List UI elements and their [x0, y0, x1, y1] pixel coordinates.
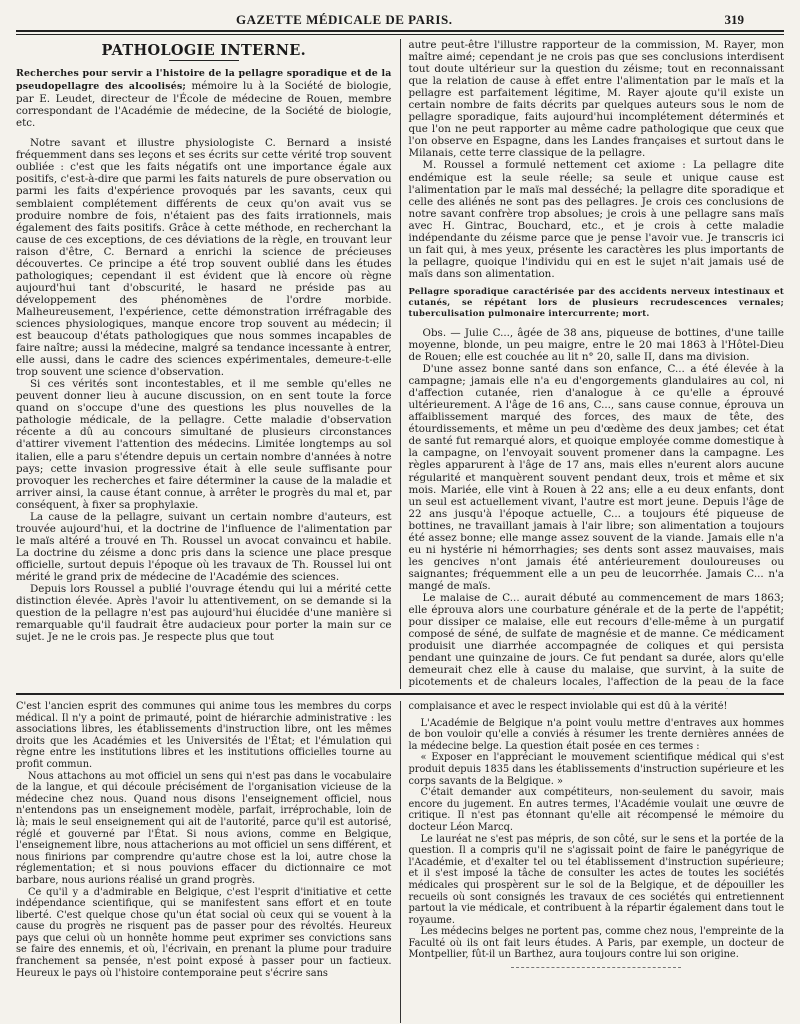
- left-column: [16, 39, 401, 689]
- right-column: [401, 39, 785, 689]
- feuilleton-divider: [16, 693, 784, 695]
- running-header: [16, 6, 784, 28]
- paragraph: C'est l'ancien esprit des communes qui anime tous les membres du corps médical. Il n'y a point de primauté, point de hiérarchie administrative : les associations libres, les établissements d'instruction libre, ont les mêmes droits que les Académies et les Universités de l'État; et l'émulation qui règne entre les institutions libres et les institutions officielles tourne au profit commun.: [16, 701, 392, 770]
- article-heading-rest: mémoire lu à la Société de biologie, par E. Leudet, directeur de l'École de médecine de Rouen, membre correspondant de l'Académie de médecine, de la Société de biologie, etc.: [16, 80, 392, 130]
- paragraph: « Exposer en l'appréciant le mouvement scientifique médical qui s'est produit depuis 1835 dans les établissements d'instruction supérieure et les corps savants de la Belgique. »: [408, 752, 784, 787]
- paragraph: complaisance et avec le respect inviolable qui est dû à la vérité!: [408, 701, 728, 712]
- paragraph: Le lauréat ne s'est pas mépris, de son côté, sur le sens et la portée de la question. Il a compris qu'il ne s'agissait point de faire le panégyrique de l'Académie, et d'exalter tel ou tel établissement d'instruction supérieure; et il s'est imposé la tâche de consulter les actes de toutes les sociétés médicales qui prospèrent sur le sol de la Belgique, et de dépouiller les recueils où sont consignés les travaux de ces sociétés qui entretiennent partout la vie médicale, et contribuent à la répartir également dans tout le royaume.: [408, 833, 784, 926]
- paragraph: Nous attachons au mot officiel un sens qui n'est pas dans le vocabulaire de la langue, et qui découle précisément de l'organisation vicieuse de la médecine chez nous. Quand nous disons l'enseignement officiel, nous n'entendons pas un enseignement modèle, parfait, irréprochable, loin de là; mais le seul enseignement qui ait de l'autorité, parce qu'il est autorisé, réglé et gouverné par l'État. Si nous avions, comme en Belgique, l'enseignement libre, nous attacherions au mot officiel un sens différent, et nous finirions par comprendre qu'autre chose est la loi, autre chose la réglementation; et si nous pouvions effacer du dictionnaire ce mot barbare, nous aurions réalisé un grand progrès.: [16, 770, 392, 886]
- lower-left-column: [16, 701, 401, 1023]
- header-rule-thin: [16, 34, 784, 35]
- article-heading-lead: Recherches pour servir a l'histoire de la pellagre sporadique et de la pseudopellagre des alcoolisés;: [16, 68, 392, 93]
- header-rule: [16, 30, 784, 32]
- paragraph: autre peut-être l'illustre rapporteur de la commission, M. Rayer, mon maître aimé; cependant je ne crois pas que ses conclusions interdisent tout doute ultérieur sur la question du zéisme; tout en reconnaissant que la relation de cause à effet entre l'alimentation par le maïs et la pellagre est parfaitement légitime, M. Rayer ajoute qu'il existe un certain nombre de faits décrits par quelques auteurs sous le nom de pellagre sporadique, faits aujourd'hui incomplétement déterminés et que l'on ne peut rapporter au même cadre pathologique que ceux que l'on observe en Espagne, dans les Landes françaises et surtout dans le Milanais, cette terre classique de la pellagre.: [408, 39, 784, 160]
- paragraph: Les médecins belges ne portent pas, comme chez nous, l'empreinte de la Faculté où ils ont fait leurs études. A Paris, par exemple, un docteur de Montpellier, fût-il un Barthez, aura toujours contre lui son origine.: [408, 926, 784, 961]
- case-paragraph: Obs. — Julie C..., âgée de 38 ans, piqueuse de bottines, d'une taille moyenne, blonde, un peu maigre, entre le 20 mai 1863 à l'Hôtel-Dieu de Rouen; elle est couchée au lit n° 20, salle II, dans ma division.: [408, 326, 784, 364]
- paragraph: Notre savant et illustre physiologiste C. Bernard a insisté fréquemment dans ses leçons et ses écrits sur cette vérité trop souvent oubliée : c'est que les faits négatifs ont une importance égale aux positifs, c'est-à-dire que parmi les faits naturels de pure observation ou parmi les faits d'expérience provoqués par les savants, ceux qui semblaient complétement différents de ceux qu'on avait vus se produire nombre de fois, n'étaient pas des faits irrationnels, mais également des faits positifs. Grâce à cette méthode, en recherchant la cause de ces exceptions, de ces déviations de la règle, en trouvant leur raison d'être, C. Bernard a enrichi la science de précieuses découvertes. Ce principe a été trop souvent oublié dans les études pathologiques; cependant il est évident que là encore où règne aujourd'hui tant d'obscurité, le hasard ne préside pas au développement des phénomènes de l'ordre morbide. Malheureusement, l'expérience, cette démonstration irréfragable des sciences physiologiques, manque encore trop souvent au médecin; il est beaucoup d'états pathologiques que nous sommes incapables de faire naître; aussi la médecine, malgré sa tendance incessante à entrer, elle aussi, dans le cadre des sciences expérimentales, demeure-t-elle trop souvent une science d'observation.: [16, 137, 392, 379]
- paragraph: L'Académie de Belgique n'a point voulu mettre d'entraves aux hommes de bon vouloir qu'elle a conviés à résumer les trente dernières années de la médecine belge. La question était posée en ces termes :: [408, 717, 784, 752]
- lower-right-column: [401, 701, 785, 1023]
- paragraph: M. Roussel a formulé nettement cet axiome : La pellagre dite endémique est la seule réelle; sa seule et unique cause est l'alimentation par le maïs mal desséché; la pellagre dite sporadique et celle des aliénés ne sont pas des pellagres. Je crois ces conclusions de notre savant confrère trop absolues; je crois à une pellagre sans maïs avec H. Gintrac, Bouchard, etc., et je crois à cette maladie indépendante du zéisme parce que je pense l'avoir vue. Je transcris ici un fait qui, à mes yeux, présente les caractères les plus importants de la pellagre, quoique l'individu qui en est le sujet n'ait jamais usé de maïs dans son alimentation.: [408, 159, 784, 280]
- paragraph: Si ces vérités sont incontestables, et il me semble qu'elles ne peuvent donner lieu à aucune discussion, on en sent toute la force quand on s'occupe d'une des questions les plus nouvelles de la pathologie médicale, de la pellagre. Cette maladie d'observation récente a dû au concours simultané de plusieurs circonstances d'attirer vivement l'attention des médecins. Limitée longtemps au sol italien, elle a paru s'étendre depuis un certain nombre d'années à notre pays; cette invasion progressive était à elle seule suffisante pour provoquer les recherches et faire déterminer la cause de la maladie et arriver ainsi, la cause étant connue, à arrêter le progrès du mal et, par conséquent, à fixer sa prophylaxie.: [16, 378, 392, 511]
- case-heading: Pellagre sporadique caractérisée par des accidents nerveux intestinaux et cutanés, se répétant lors de plusieurs recrudescences vernales; tuberculisation pulmonaire intercurrente; mort.: [408, 285, 784, 318]
- end-rule: [511, 967, 681, 968]
- case-paragraph: D'une assez bonne santé dans son enfance, C... a été élevée à la campagne; jamais elle n'a eu d'engorgements glandulaires au col, ni d'affection cutanée, rien d'analogue à ce qu'elle a éprouvé ultérieurement. A l'âge de 16 ans, C..., sans cause connue, éprouva un affaiblissement marqué des forces, des maux de tête, des étourdissements, et même un peu d'œdème des deux jambes; cet état de santé fut remarqué alors, et quoique employée comme domestique à la campagne, on l'envoyait souvent promener dans la campagne. Les règles apparurent à l'âge de 17 ans, mais elles n'eurent alors aucune régularité et manquèrent souvent pendant deux, trois et même et six mois. Mariée, elle vint à Rouen à 22 ans; elle a eu deux enfants, dont un seul est actuellement vivant, l'autre est mort jeune. Depuis l'âge de 22 ans jusqu'à l'époque actuelle, C... a toujours été piqueuse de bottines, ne travaillant jamais à l'air libre; son alimentation a toujours été assez bonne; elle mange assez souvent de la viande. Jamais elle n'a eu ni hystérie ni hémorrhagies; ses dents sont assez mauvaises, mais les gencives n'ont jamais été antérieurement douloureuses ou saignantes; fréquemment elle a un peu de leucorrhée. Jamais C... n'a mangé de maïs.: [408, 363, 784, 592]
- page-number: 319: [724, 12, 744, 27]
- lower-columns: [16, 701, 784, 1023]
- journal-title: GAZETTE MÉDICALE DE PARIS.: [236, 12, 453, 27]
- case-paragraph: Le malaise de C... aurait débuté au commencement de mars 1863; elle éprouva alors une courbature générale et de la perte de l'appétit; pour dissiper ce malaise, elle eut recours d'elle-même à un purgatif composé de séné, de sulfate de magnésie et de manne. Ce médicament produisit une diarrhée accompagnée de coliques et qui persista pendant une quinzaine de jours. Ce fut pendant sa durée, alors qu'elle demeurait chez elle à cause du malaise, que survint, à la suite de picotements et de chaleurs locales, l'affection de la peau de la face: [408, 591, 784, 689]
- title-underline: [169, 60, 239, 61]
- upper-columns: [16, 39, 784, 689]
- paragraph: Depuis lors Roussel a publié l'ouvrage étendu qui lui a mérité cette distinction élevée. Après l'avoir lu attentivement, on se demande si la question de la pellagre n'est pas aujourd'hui élucidée d'une manière si remarquable qu'il faudrait être audacieux pour porter la main sur ce sujet. Je ne le crois pas. Je respecte plus que tout: [16, 583, 392, 644]
- section-title: PATHOLOGIE INTERNE.: [101, 42, 306, 59]
- paragraph: C'était demander aux compétiteurs, non-seulement du savoir, mais encore du jugement. En autres termes, l'Académie voulait une œuvre de critique. Il n'est pas étonnant qu'elle ait récompensé le mémoire du docteur Léon Marcq.: [408, 787, 784, 833]
- article-heading: [16, 67, 392, 129]
- paragraph: La cause de la pellagre, suivant un certain nombre d'auteurs, est trouvée aujourd'hui, et la doctrine de l'influence de l'alimentation par le maïs altéré a trouvé en Th. Roussel un avocat convaincu et habile. La doctrine du zéisme a donc pris dans la science une place presque officielle, surtout depuis l'époque où les travaux de Th. Roussel lui ont mérité le grand prix de médecine de l'Académie des sciences.: [16, 510, 392, 583]
- paragraph: Ce qu'il y a d'admirable en Belgique, c'est l'esprit d'initiative et cette indépendance scientifique, qui se manifestent sans effort et en toute liberté. C'est quelque chose qu'un état social où ceux qui se vouent à la cause du progrès ne risquent pas de passer pour des révoltés. Heureux pays que celui où un honnête homme peut exprimer ses convictions sans se faire des ennemis, et où, l'écrivain, en prenant la plume pour traduire franchement sa pensée, n'est point exposé à passer pour un factieux. Heureux le pays où l'histoire contemporaine peut s'écrire sans: [16, 886, 392, 979]
